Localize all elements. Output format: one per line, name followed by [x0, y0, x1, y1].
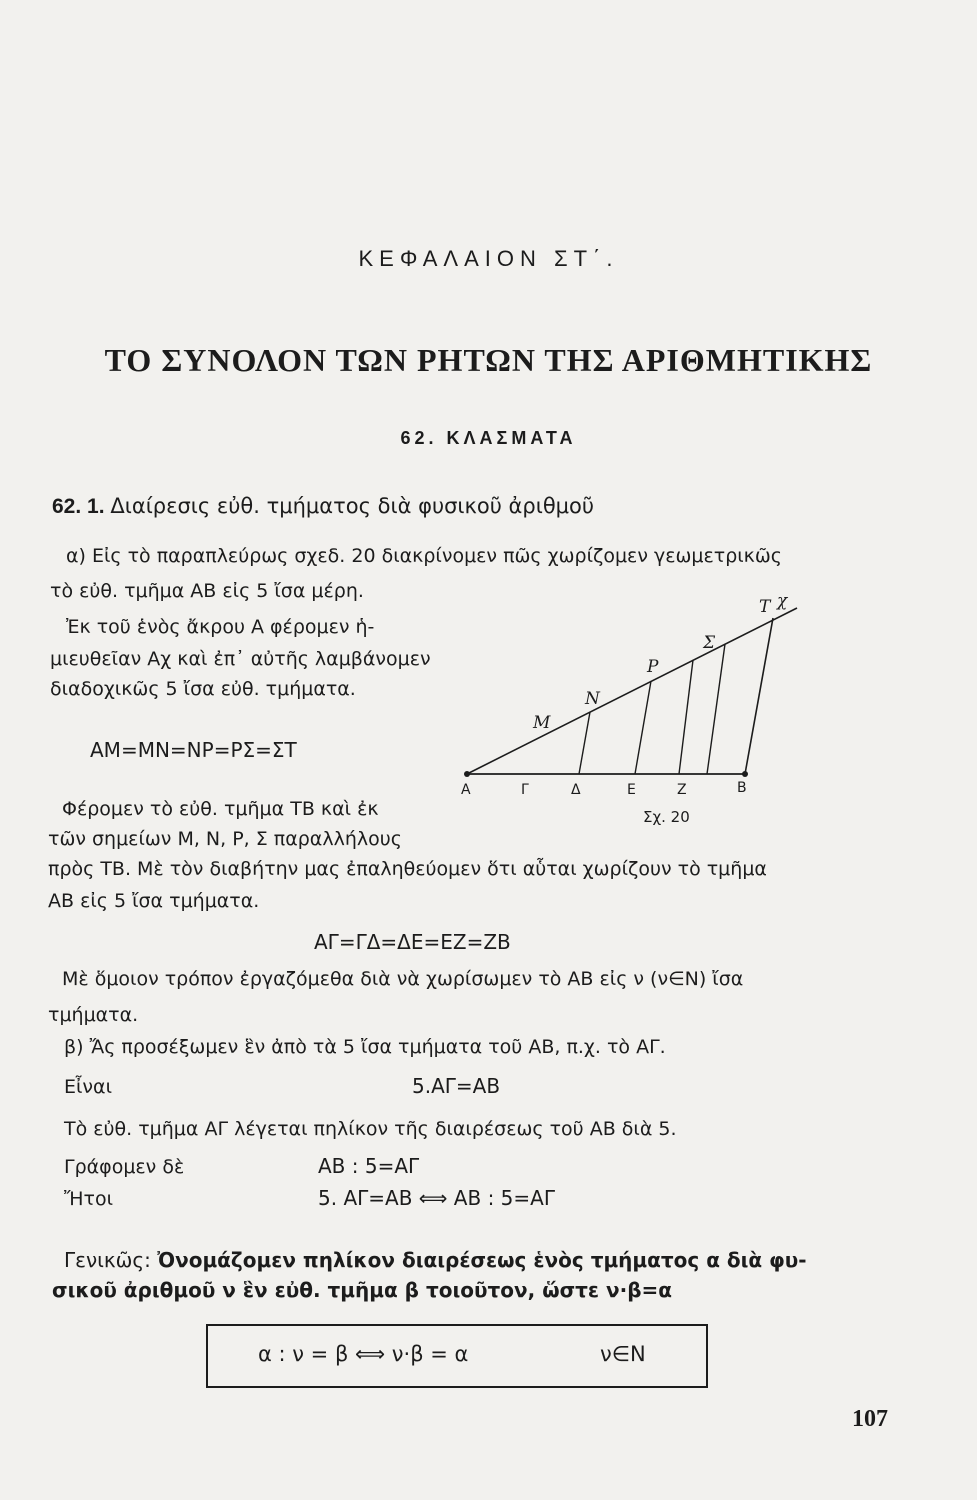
label-x: χ	[777, 591, 788, 611]
paragraph-line: Τὸ εὐθ. τμῆμα ΑΓ λέγεται πηλίκον τῆς διαιρέσεως τοῦ ΑΒ διὰ 5.	[64, 1118, 677, 1140]
grafomen-label: Γράφομεν δὲ	[64, 1156, 185, 1178]
subsection-heading	[52, 494, 594, 519]
paragraph-line: Μὲ ὅμοιον τρόπον ἐργαζόμεθα διὰ νὰ χωρίσωμεν τὸ ΑΒ εἰς ν (ν∈Ν) ἴσα	[62, 968, 744, 990]
htoi-label: Ἤτοι	[64, 1188, 114, 1210]
parallel-s	[707, 644, 725, 774]
definition-lead: Γενικῶς:	[64, 1248, 158, 1272]
label-b: Β	[737, 780, 747, 796]
subsection-number: 62. 1.	[52, 495, 105, 518]
boxed-formula	[206, 1324, 708, 1388]
main-title: ΤΟ ΣΥΝΟΛΟΝ ΤΩΝ ΡΗΤΩΝ ΤΗΣ ΑΡΙΘΜΗΤΙΚΗΣ	[104, 342, 873, 378]
definition-text: σικοῦ ἀριθμοῦ ν ἓν εὐθ. τμῆμα β τοιοῦτον, ὥστε ν·β=α	[52, 1278, 673, 1302]
definition-line-1	[64, 1248, 807, 1272]
einai-equation: 5.ΑΓ=ΑΒ	[412, 1074, 501, 1098]
label-n: Ν	[585, 689, 600, 709]
subsection-title: Διαίρεσις εὐθ. τμήματος διὰ φυσικοῦ ἀριθμοῦ	[110, 494, 595, 518]
parallel-p	[679, 660, 693, 774]
paragraph-line: ΑΒ εἰς 5 ἴσα τμήματα.	[48, 890, 260, 912]
htoi-equation: 5. ΑΓ=ΑΒ ⟺ ΑΒ : 5=ΑΓ	[318, 1186, 555, 1210]
label-m: Μ	[533, 713, 551, 733]
paragraph-line: β) Ἄς προσέξωμεν ἓν ἀπὸ τὰ 5 ἴσα τμήματα τοῦ ΑΒ, π.χ. τὸ ΑΓ.	[64, 1036, 666, 1058]
label-z: Ζ	[677, 782, 687, 798]
figure-20	[455, 588, 788, 828]
grafomen-equation: ΑΒ : 5=ΑΓ	[318, 1154, 420, 1178]
paragraph-line: διαδοχικῶς 5 ἴσα εὐθ. τμήματα.	[50, 678, 356, 700]
equation-segments: ΑΜ=ΜΝ=ΝΡ=ΡΣ=ΣΤ	[90, 738, 297, 762]
boxed-equation: α : ν = β ⟺ ν·β = α	[258, 1342, 469, 1366]
label-a: Α	[461, 782, 471, 798]
paragraph-line: τῶν σημείων Μ, Ν, Ρ, Σ παραλλήλους	[48, 828, 402, 850]
ray-ax	[467, 608, 797, 774]
point-b	[742, 771, 748, 777]
paragraph-line: τὸ εὐθ. τμῆμα ΑΒ εἰς 5 ἴσα μέρη.	[50, 580, 364, 602]
parallel-n	[635, 681, 651, 774]
label-p: Ρ	[647, 657, 659, 677]
paragraph-line: μιευθεῖαν Αχ καὶ ἐπ᾽ αὐτῆς λαμβάνομεν	[50, 648, 431, 670]
point-a	[464, 771, 470, 777]
boxed-condition: ν∈Ν	[600, 1342, 646, 1366]
label-d: Δ	[571, 782, 581, 798]
label-t: Τ	[759, 597, 771, 617]
label-s: Σ	[703, 633, 716, 653]
paragraph-line: Ἐκ τοῦ ἑνὸς ἄκρου Α φέρομεν ἡ-	[66, 616, 375, 638]
segment-tb	[745, 618, 773, 774]
definition-line-2	[52, 1278, 672, 1302]
paragraph-line: πρὸς ΤΒ. Μὲ τὸν διαβήτην μας ἐπαληθεύομεν ὅτι αὗται χωρίζουν τὸ τμῆμα	[48, 858, 767, 880]
label-e: Ε	[627, 782, 636, 798]
equation-parts: ΑΓ=ΓΔ=ΔΕ=ΕΖ=ΖΒ	[314, 930, 511, 954]
paragraph-line: Φέρομεν τὸ εὐθ. τμῆμα ΤΒ καὶ ἐκ	[62, 798, 379, 820]
chapter-heading: ΚΕΦΑΛΑΙΟΝ ΣΤ΄.	[358, 246, 619, 271]
page-number: 107	[852, 1406, 888, 1432]
einai-label: Εἶναι	[64, 1076, 113, 1098]
section-heading: 62. ΚΛΑΣΜΑΤΑ	[400, 428, 577, 448]
figure-caption: Σχ. 20	[643, 808, 690, 826]
paragraph-line: τμήματα.	[48, 1004, 139, 1026]
parallel-m	[579, 712, 590, 774]
label-g: Γ	[521, 782, 529, 798]
paragraph-line: α) Εἰς τὸ παραπλεύρως σχεδ. 20 διακρίνομεν πῶς χωρίζομεν γεωμετρικῶς	[66, 545, 782, 567]
definition-text: Ὀνομάζομεν πηλίκον διαιρέσεως ἑνὸς τμήματος α διὰ φυ-	[157, 1248, 807, 1272]
